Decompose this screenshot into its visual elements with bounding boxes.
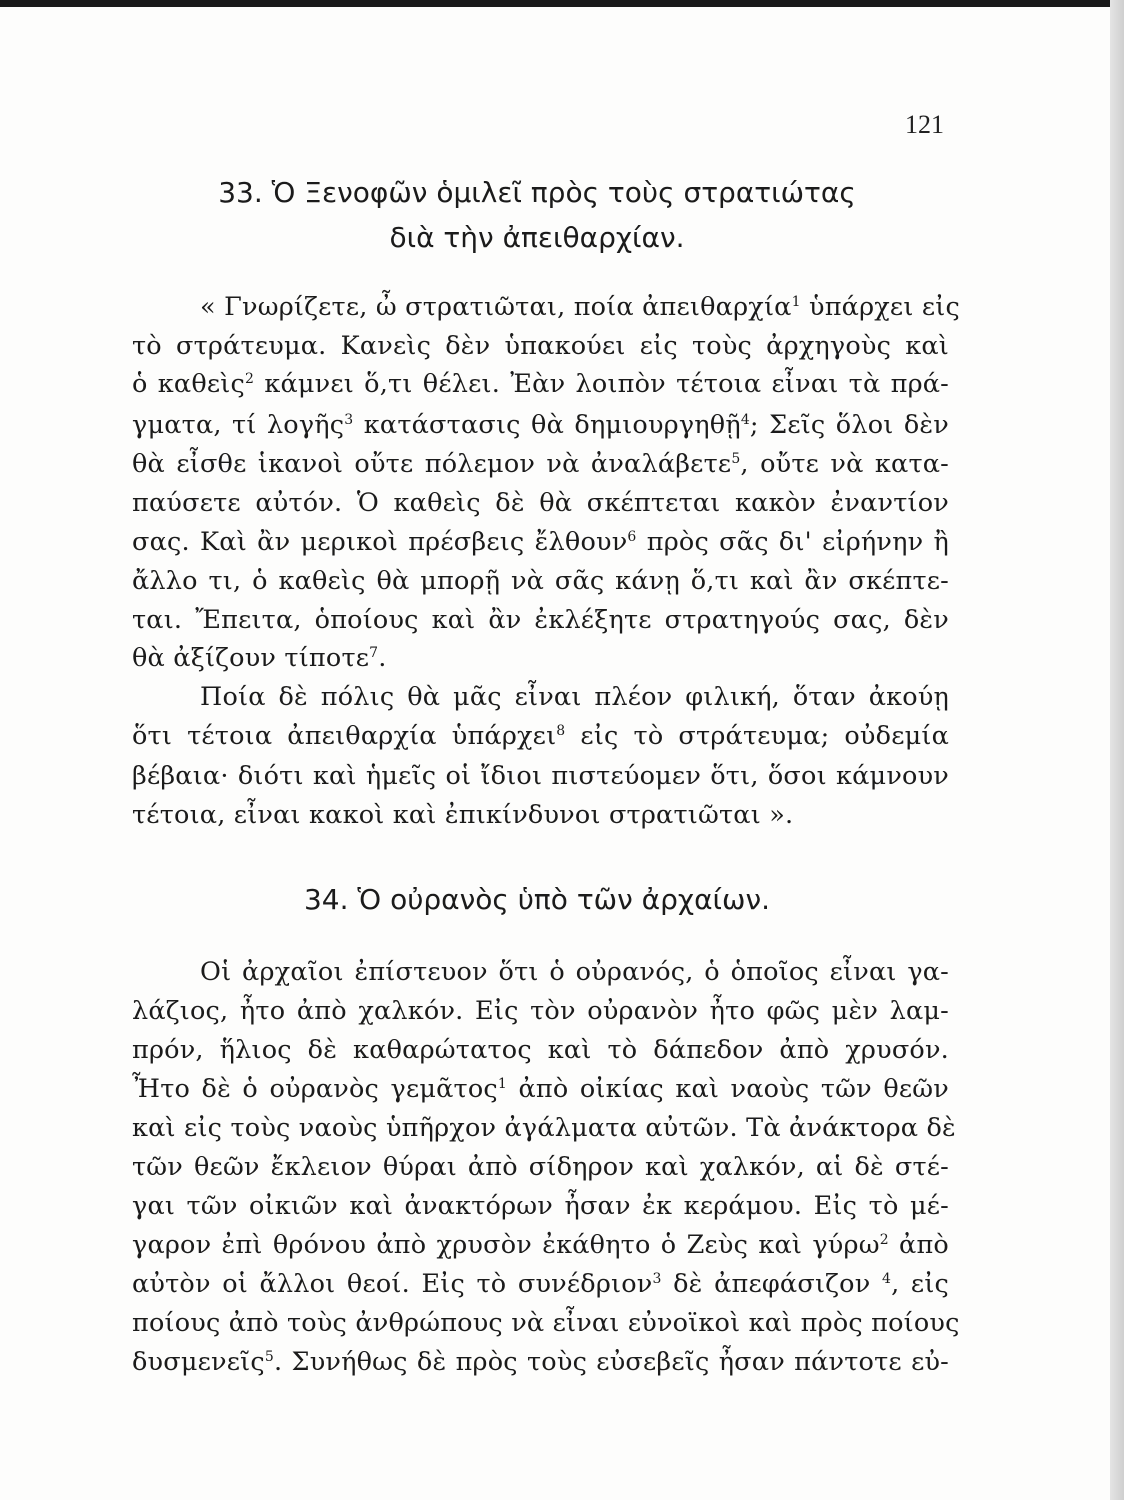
text-line: δυσμενεῖς$^5$. Συνήθως δὲ πρὸς τοὺς εὐσεβεῖς ἦσαν πάντοτε εὐ-: [132, 1347, 949, 1377]
section-34-heading: [120, 877, 954, 922]
text-line: ται. Ἔπειτα, ὁποίους καὶ ἂν ἐκλέξητε στρατηγούς σας, δὲν: [132, 605, 949, 635]
page-number: 121: [905, 110, 944, 139]
text-line: λάζιος, ἦτο ἀπὸ χαλκόν. Εἰς τὸν οὐρανὸν ἦτο φῶς μὲν λαμ-: [132, 996, 949, 1026]
section-34-title: 34. Ὁ οὐρανὸς ὑπὸ τῶν ἀρχαίων.: [303, 883, 770, 916]
text-line: Οἱ ἀρχαῖοι ἐπίστευον ὅτι ὁ οὐρανός, ὁ ὁποῖος εἶναι γα-: [200, 957, 949, 987]
text-line: σας. Καὶ ἂν μερικοὶ πρέσβεις ἔλθουν$^6$ πρὸς σᾶς δι' εἰρήνην ἢ: [132, 527, 949, 557]
text-line: γματα, τί λογῆς$^3$ κατάστασις θὰ δημιουργηθῇ$^4$; Σεῖς ὅλοι δὲν: [132, 410, 949, 440]
text-line: γαρον ἐπὶ θρόνου ἀπὸ χρυσὸν ἐκάθητο ὁ Ζεὺς καὶ γύρω$^2$ ἀπὸ: [132, 1230, 949, 1260]
text-line: αὐτὸν οἱ ἄλλοι θεοί. Εἰς τὸ συνέδριον$^3$ δὲ ἀπεφάσιζον $^4$, εἰς: [132, 1269, 950, 1299]
text-line: Ποία δὲ πόλις θὰ μᾶς εἶναι πλέον φιλική, ὅταν ἀκούῃ: [200, 682, 949, 712]
text-line: παύσετε αὐτόν. Ὁ καθεὶς δὲ θὰ σκέπτεται κακὸν ἐναντίον: [132, 488, 949, 518]
text-line: ὁ καθεὶς$^2$ κάμνει ὅ,τι θέλει. Ἐὰν λοιπὸν τέτοια εἶναι τὰ πρά-: [132, 369, 949, 399]
text-line: πρόν, ἥλιος δὲ καθαρώτατος καὶ τὸ δάπεδον ἀπὸ χρυσόν.: [132, 1035, 949, 1065]
text-line: θὰ ἀξίζουν τίποτε$^7$.: [132, 643, 387, 673]
text-line: τέτοια, εἶναι κακοὶ καὶ ἐπικίνδυνοι στρατιῶται ».: [132, 800, 794, 830]
section-33-title-line-2: διὰ τὴν ἀπειθαρχίαν.: [389, 221, 685, 254]
text-line: γαι τῶν οἰκιῶν καὶ ἀνακτόρων ἦσαν ἐκ κεράμου. Εἰς τὸ μέ-: [132, 1191, 949, 1221]
text-line: ὅτι τέτοια ἀπειθαρχία ὑπάρχει$^8$ εἰς τὸ στράτευμα; οὐδεμία: [132, 721, 949, 751]
page-right-edge: [1110, 0, 1124, 1500]
text-line: θὰ εἶσθε ἱκανοὶ οὔτε πόλεμον νὰ ἀναλάβετε$^5$, οὔτε νὰ κατα-: [132, 449, 949, 479]
section-33-title-line-1: 33. Ὁ Ξενοφῶν ὁμιλεῖ πρὸς τοὺς στρατιώτας: [218, 176, 856, 209]
text-line: ἄλλο τι, ὁ καθεὶς θὰ μπορῇ νὰ σᾶς κάνῃ ὅ,τι καὶ ἂν σκέπτε-: [132, 566, 949, 596]
text-line: τὸ στράτευμα. Κανεὶς δὲν ὑπακούει εἰς τοὺς ἀρχηγοὺς καὶ: [132, 331, 949, 361]
page-top-edge: [0, 0, 1124, 7]
text-line: Ἦτο δὲ ὁ οὐρανὸς γεμᾶτος$^1$ ἀπὸ οἰκίας καὶ ναοὺς τῶν θεῶν: [132, 1074, 949, 1104]
text-line: καὶ εἰς τοὺς ναοὺς ὑπῆρχον ἀγάλματα αὐτῶν. Τὰ ἀνάκτορα δὲ: [132, 1113, 956, 1143]
text-line: τῶν θεῶν ἔκλειον θύραι ἀπὸ σίδηρον καὶ χαλκόν, αἱ δὲ στέ-: [132, 1152, 949, 1182]
text-line: ποίους ἀπὸ τοὺς ἀνθρώπους νὰ εἶναι εὐνοϊκοὶ καὶ πρὸς ποίους: [132, 1308, 960, 1338]
section-33-heading: [120, 170, 954, 260]
text-line: « Γνωρίζετε, ὦ στρατιῶται, ποία ἀπειθαρχία$^1$ ὑπάρχει εἰς: [200, 292, 960, 322]
text-line: βέβαια· διότι καὶ ἡμεῖς οἱ ἴδιοι πιστεύομεν ὅτι, ὅσοι κάμνουν: [132, 761, 949, 791]
